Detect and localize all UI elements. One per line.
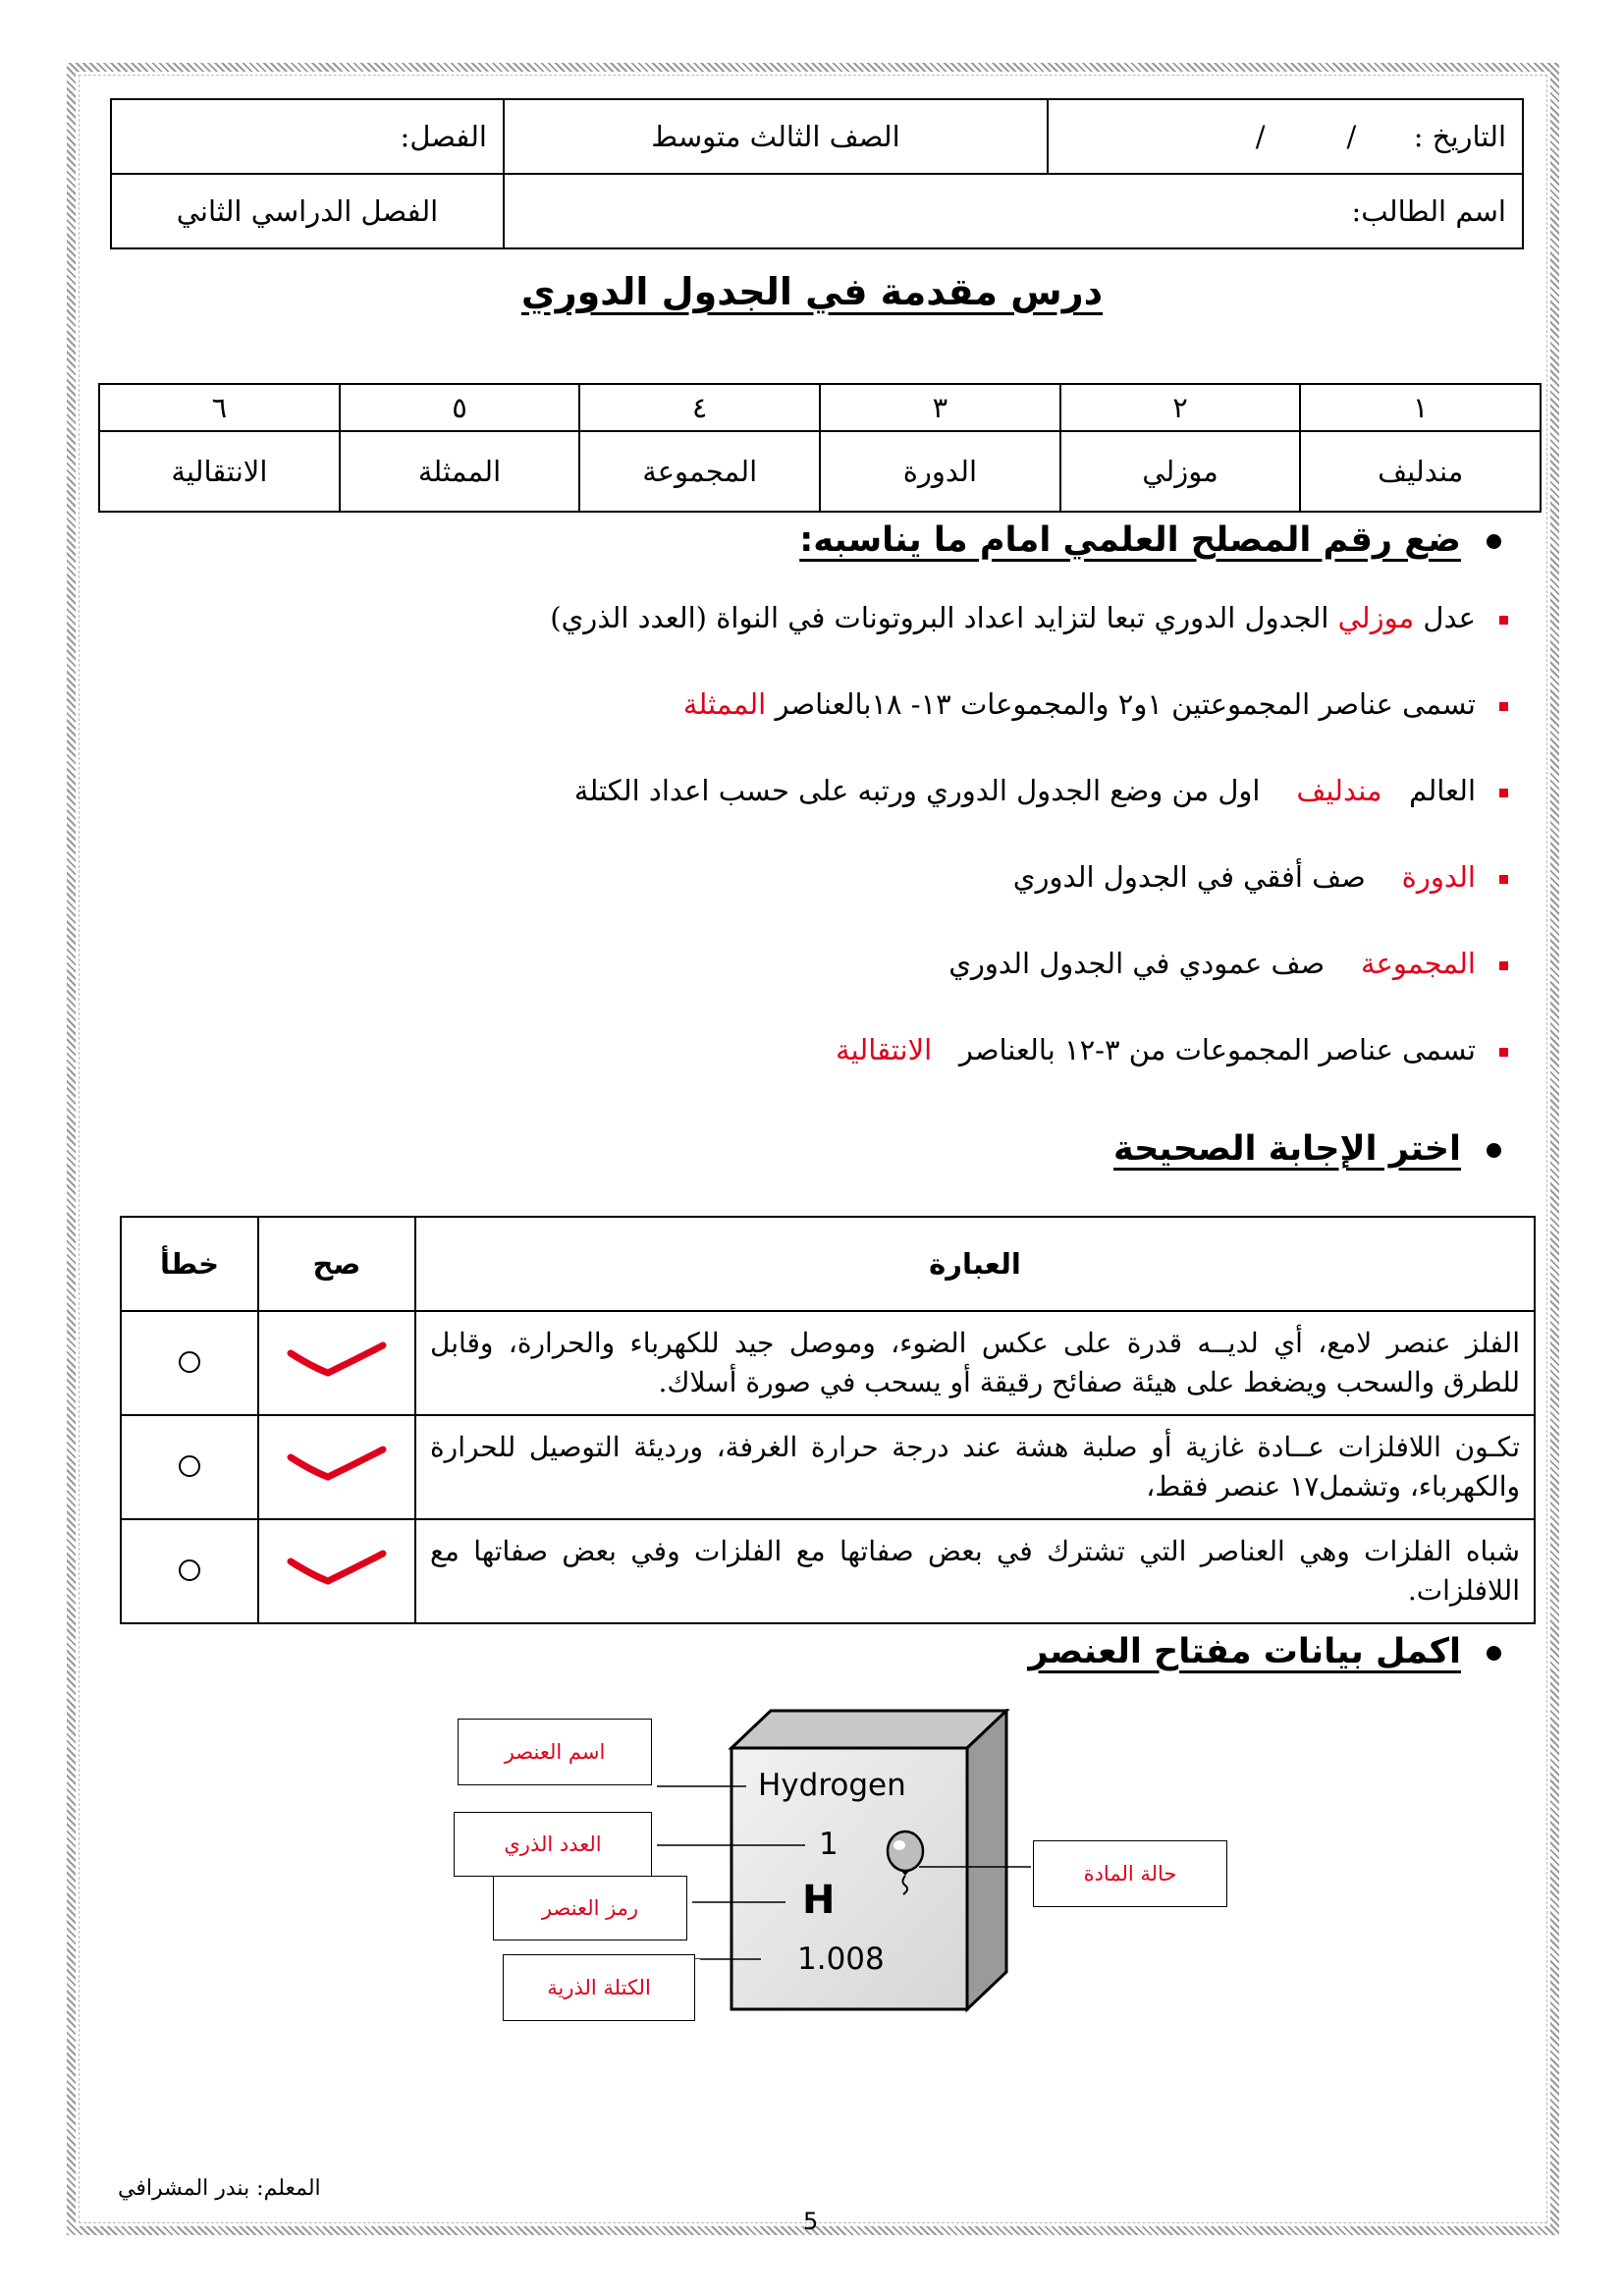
table-row [121, 1311, 1535, 1415]
answer-text: الممثلة [682, 687, 767, 721]
section-heading-element-key: اكمل بيانات مفتاح العنصر [1028, 1632, 1501, 1671]
term-number: ٣ [820, 384, 1060, 431]
bullet-icon [1499, 875, 1508, 884]
label-element-name: اسم العنصر [458, 1719, 652, 1785]
answer-text: المجموعة [1361, 947, 1476, 980]
checkmark-icon [283, 1544, 391, 1593]
bullet-icon [1487, 1646, 1501, 1661]
radio-circle-icon[interactable] [179, 1455, 200, 1477]
date-label: التاريخ : [1413, 120, 1506, 153]
true-cell [258, 1519, 415, 1623]
statement-item: تسمى عناصر المجموعتين ١و٢ والمجموعات ١٣- ١٨بالعناصر الممثلة [683, 687, 1508, 721]
statement-cell: الفلز عنصر لامع، أي لديــه قدرة على عكس الضوء، وموصل جيد للكهرباء والحرارة، وقابل للطرق والسحب ويضغط على هيئة صفائح رقيقة أو يسحب في صورة أسلاك. [415, 1311, 1535, 1415]
term-word: موزلي [1060, 431, 1301, 512]
term-number: ٤ [579, 384, 820, 431]
grade-cell: الصف الثالث متوسط [504, 99, 1048, 174]
element-key-diagram [452, 1709, 1237, 2033]
term-number: ٢ [1060, 384, 1301, 431]
bullet-icon [1487, 534, 1501, 549]
radio-circle-icon[interactable] [179, 1559, 200, 1581]
false-cell[interactable] [121, 1415, 258, 1519]
answer-text: الانتقالية [836, 1033, 933, 1066]
bullet-icon [1499, 961, 1508, 970]
table-row [121, 1415, 1535, 1519]
statement-item: المجموعة صف عمودي في الجدول الدوري [948, 947, 1508, 980]
checkmark-icon [283, 1336, 391, 1385]
true-cell [258, 1415, 415, 1519]
statement-cell: شباه الفلزات وهي العناصر التي تشترك في بعض صفاتها مع الفلزات وفي بعض صفاتها مع اللافلزات. [415, 1519, 1535, 1623]
true-header: صح [258, 1217, 415, 1311]
label-atomic-mass: الكتلة الذرية [503, 1954, 695, 2021]
term-word: الانتقالية [99, 431, 340, 512]
element-symbol: H [802, 1878, 836, 1923]
atomic-number: 1 [819, 1827, 839, 1862]
section-heading-truefalse: اختر الإجابة الصحيحة [1113, 1129, 1501, 1169]
bullet-icon [1499, 1048, 1508, 1057]
false-cell[interactable] [121, 1519, 258, 1623]
label-element-symbol: رمز العنصر [493, 1876, 687, 1941]
false-cell[interactable] [121, 1311, 258, 1415]
term-word: المجموعة [579, 431, 820, 512]
term-word: مندليف [1300, 431, 1541, 512]
bullet-icon [1499, 702, 1508, 711]
answer-text: موزلي [1337, 601, 1415, 634]
true-false-table [120, 1216, 1536, 1624]
statement-item: عدل موزلي الجدول الدوري تبعا لتزايد اعداد البروتونات في النواة (العدد الذري) [550, 601, 1508, 634]
page-title: درس مقدمة في الجدول الدوري [520, 270, 1104, 313]
statement-cell: تكـون اللافلزات عــادة غازية أو صلبة هشة عند درجة حرارة الغرفة، ورديئة التوصيل للحرارة والكهرباء، وتشمل١٧ عنصر فقط، [415, 1415, 1535, 1519]
term-word: الممثلة [340, 431, 580, 512]
false-header: خطأ [121, 1217, 258, 1311]
statement-item: العالم مندليف اول من وضع الجدول الدوري ورتبه على حسب اعداد الكتلة [574, 774, 1508, 807]
class-label: الفصل: [111, 99, 504, 174]
section-heading-match: ضع رقم المصلح العلمي امام ما يناسبه: [799, 520, 1501, 560]
label-state-of-matter: حالة المادة [1033, 1840, 1227, 1907]
date-cell [1048, 99, 1523, 174]
statement-item: الدورة صف أفقي في الجدول الدوري [1013, 860, 1508, 894]
element-name: Hydrogen [758, 1768, 906, 1803]
teacher-name: المعلم: بندر المشرافي [118, 2176, 321, 2201]
true-cell [258, 1311, 415, 1415]
header-table [110, 98, 1524, 249]
bullet-icon [1487, 1143, 1501, 1158]
term-word: الدورة [820, 431, 1060, 512]
term-number: ١ [1300, 384, 1541, 431]
term-number: ٦ [99, 384, 340, 431]
statement-header: العبارة [415, 1217, 1535, 1311]
terms-table [98, 383, 1542, 513]
term-number: ٥ [340, 384, 580, 431]
answer-text: مندليف [1296, 774, 1382, 807]
atomic-mass: 1.008 [797, 1941, 885, 1977]
checkmark-icon [283, 1440, 391, 1489]
student-name-label: اسم الطالب: [504, 174, 1523, 248]
statement-item: تسمى عناصر المجموعات من ٣-١٢ بالعناصر الانتقالية [836, 1033, 1508, 1066]
bullet-icon [1499, 616, 1508, 625]
radio-circle-icon[interactable] [179, 1351, 200, 1373]
table-row [121, 1519, 1535, 1623]
page-number: 5 [803, 2208, 819, 2235]
date-slashes: / / [1255, 120, 1357, 153]
label-atomic-number: العدد الذري [454, 1812, 652, 1877]
answer-text: الدورة [1401, 860, 1476, 894]
bullet-icon [1499, 789, 1508, 797]
semester-cell: الفصل الدراسي الثاني [111, 174, 504, 248]
